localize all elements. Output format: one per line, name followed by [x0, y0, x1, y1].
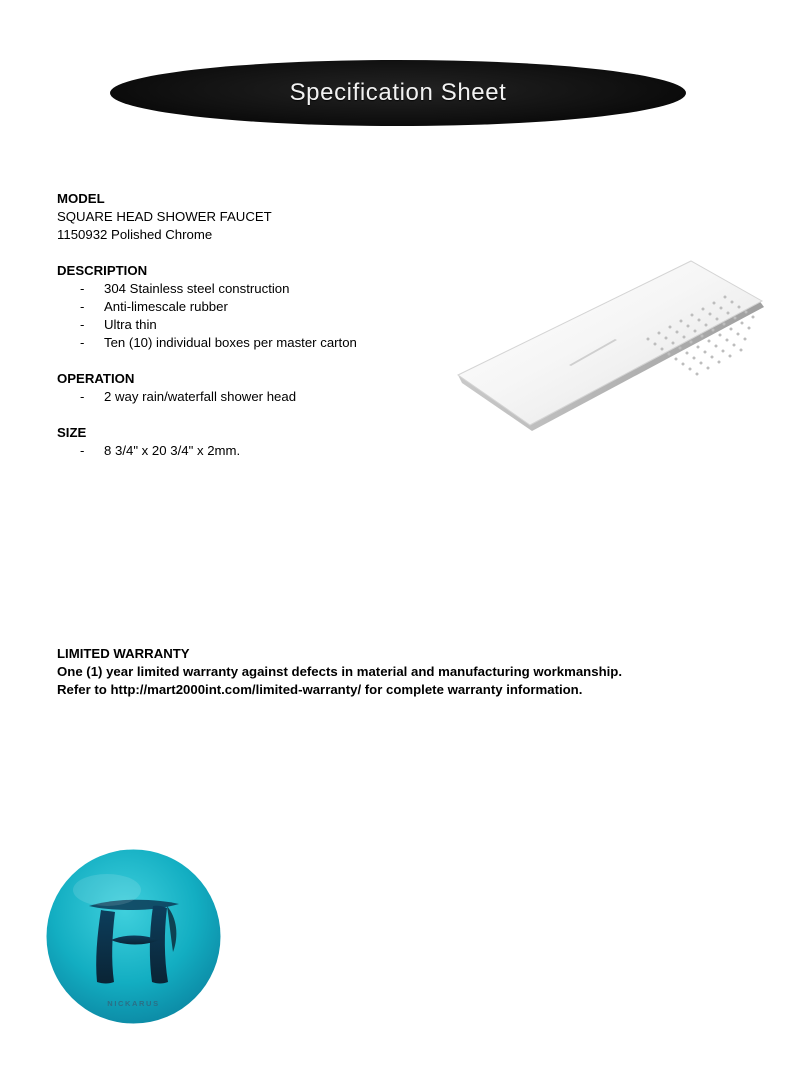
warranty-line-2: Refer to http://mart2000int.com/limited-warranty/ for complete warranty information.: [57, 682, 583, 697]
list-item: - Anti-limescale rubber: [57, 298, 487, 316]
operation-list: [57, 388, 487, 406]
operation-heading: OPERATION: [57, 371, 135, 386]
section-model: [57, 190, 487, 244]
list-item: - 8 3/4" x 20 3/4" x 2mm.: [57, 442, 487, 460]
warranty-line-1: One (1) year limited warranty against defects in material and manufacturing workmanship.: [57, 664, 623, 679]
model-heading: MODEL: [57, 191, 105, 206]
section-operation: [57, 370, 487, 406]
header-banner: [110, 60, 686, 126]
section-size: [57, 424, 487, 460]
list-item: - Ultra thin: [57, 316, 487, 334]
size-heading: SIZE: [57, 425, 87, 440]
spacer: [57, 406, 487, 424]
warranty-heading: LIMITED WARRANTY: [57, 646, 190, 661]
description-list: [57, 280, 487, 352]
brand-logo: [45, 848, 222, 1025]
description-heading: DESCRIPTION: [57, 263, 148, 278]
model-number-finish: 1150932 Polished Chrome: [57, 227, 213, 242]
specification-content: [57, 190, 487, 460]
section-description: [57, 262, 487, 352]
list-item: - Ten (10) individual boxes per master carton: [57, 334, 487, 352]
warranty-block: [57, 645, 757, 699]
list-item: - 304 Stainless steel construction: [57, 280, 487, 298]
list-item: - 2 way rain/waterfall shower head: [57, 388, 487, 406]
logo-wordmark: NICKARUS: [107, 999, 160, 1008]
product-image: [452, 255, 768, 445]
spacer: [57, 352, 487, 370]
page-title: Specification Sheet: [289, 79, 507, 106]
spacer: [57, 244, 487, 262]
model-name: SQUARE HEAD SHOWER FAUCET: [57, 209, 272, 224]
size-list: [57, 442, 487, 460]
